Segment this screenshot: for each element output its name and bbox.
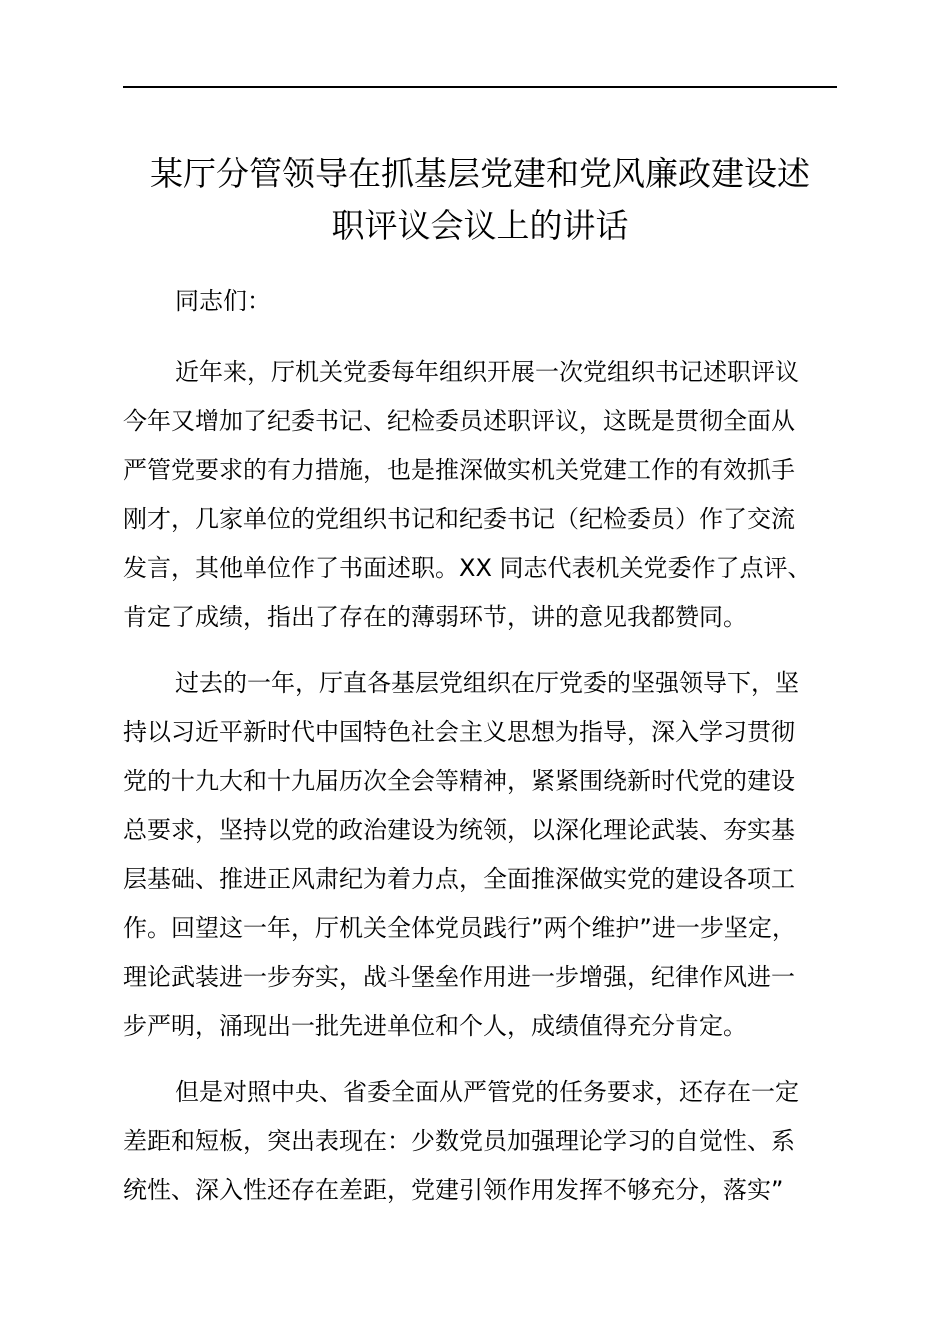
text-line: 刚才，几家单位的党组织书记和纪委书记（纪检委员）作了交流 xyxy=(123,505,795,533)
text-line: 总要求，坚持以党的政治建设为统领，以深化理论武装、夯实基 xyxy=(123,816,795,844)
document-title xyxy=(110,148,850,252)
text-line: 持以习近平新时代中国特色社会主义思想为指导，深入学习贯彻 xyxy=(123,718,795,746)
text-line: 今年又增加了纪委书记、纪检委员述职评议，这既是贯彻全面从 xyxy=(123,407,795,435)
text-line: 肯定了成绩，指出了存在的薄弱环节，讲的意见我都赞同。 xyxy=(123,603,747,631)
text-line: 差距和短板，突出表现在：少数党员加强理论学习的自觉性、系 xyxy=(123,1127,795,1155)
paragraph-review xyxy=(123,659,843,1051)
text-line: 但是对照中央、省委全面从严管党的任务要求，还存在一定 xyxy=(175,1078,799,1106)
paragraph-shortcomings xyxy=(123,1068,843,1215)
text-line: 过去的一年，厅直各基层党组织在厅党委的坚强领导下，坚 xyxy=(175,669,799,697)
text-line: 层基础、推进正风肃纪为着力点，全面推深做实党的建设各项工 xyxy=(123,865,795,893)
text-line: 理论武装进一步夯实，战斗堡垒作用进一步增强，纪律作风进一 xyxy=(123,963,795,991)
title-line: 某厅分管领导在抓基层党建和党风廉政建设述 xyxy=(150,154,810,193)
text-line: 严管党要求的有力措施，也是推深做实机关党建工作的有效抓手 xyxy=(123,456,795,484)
text-line: 步严明，涌现出一批先进单位和个人，成绩值得充分肯定。 xyxy=(123,1012,747,1040)
document-body xyxy=(123,272,843,1232)
title-line: 职评议会议上的讲话 xyxy=(331,206,629,245)
header-rule xyxy=(123,86,837,88)
text-line: 统性、深入性还存在差距，党建引领作用发挥不够充分，落实” xyxy=(123,1176,784,1204)
text-line: 作。回望这一年，厅机关全体党员践行”两个维护”进一步坚定， xyxy=(123,914,796,942)
paragraph-intro xyxy=(123,348,843,642)
text-line: 近年来，厅机关党委每年组织开展一次党组织书记述职评议 xyxy=(175,358,799,386)
salutation: 同志们： xyxy=(175,287,271,315)
text-line: 发言，其他单位作了书面述职。XX 同志代表机关党委作了点评、 xyxy=(123,554,812,582)
text-line: 党的十九大和十九届历次全会等精神，紧紧围绕新时代党的建设 xyxy=(123,767,795,795)
